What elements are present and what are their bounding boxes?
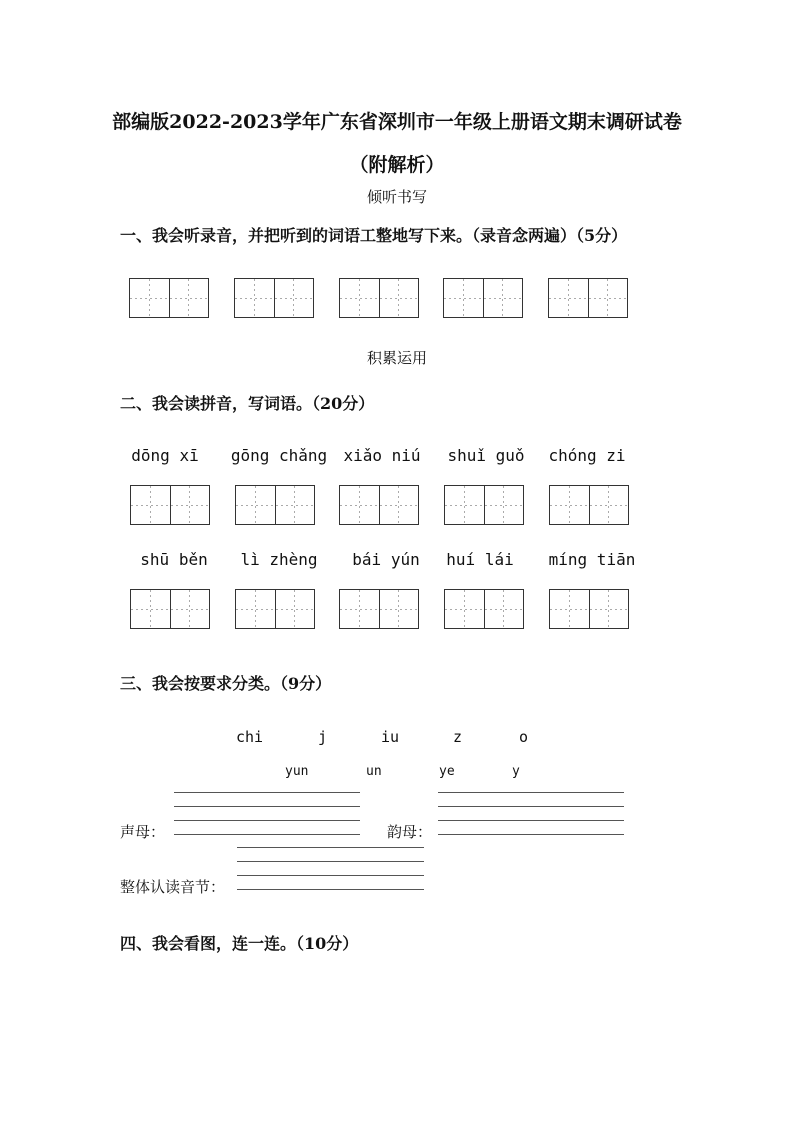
pinyin-word: lì zhèng [240, 550, 318, 569]
pinyin-word: shuǐ guǒ [447, 446, 525, 465]
writing-grid[interactable] [548, 278, 628, 318]
pinyin-word: dōng xī [131, 446, 199, 465]
writing-grid[interactable] [549, 589, 629, 629]
writing-grid[interactable] [235, 485, 315, 525]
pinyin-letter: yun [285, 764, 309, 779]
page-title: 部编版2022-2023学年广东省深圳市一年级上册语文期末调研试卷 [112, 111, 682, 133]
pinyin-word: gōng chǎng [230, 446, 328, 465]
writing-grid[interactable] [130, 485, 210, 525]
answer-line[interactable] [174, 834, 360, 835]
writing-grid[interactable] [443, 278, 523, 318]
label-zhengti: 整体认读音节： [120, 878, 226, 896]
pinyin-letter: un [366, 764, 382, 779]
writing-grid[interactable] [549, 485, 629, 525]
label-yunmu: 韵母： [387, 823, 433, 841]
question-2: 二、我会读拼音，写词语。（20分） [120, 394, 375, 413]
question-1: 一、我会听录音，并把听到的词语工整地写下来。（录音念两遍）（5分） [120, 226, 628, 245]
writing-grid[interactable] [235, 589, 315, 629]
section-listening-writing: 倾听书写 [366, 188, 427, 206]
pinyin-letter: iu [381, 728, 400, 746]
label-shengmu: 声母： [120, 823, 166, 841]
writing-grid[interactable] [444, 589, 524, 629]
pinyin-word: huí lái [446, 550, 514, 569]
answer-line[interactable] [174, 820, 360, 821]
answer-line[interactable] [237, 889, 424, 890]
writing-grid[interactable] [234, 278, 314, 318]
writing-grid[interactable] [129, 278, 209, 318]
writing-grid[interactable] [339, 589, 419, 629]
answer-line[interactable] [438, 834, 624, 835]
pinyin-word: shū běn [140, 550, 208, 569]
pinyin-letter: o [519, 728, 529, 746]
answer-line[interactable] [438, 806, 624, 807]
pinyin-word: bái yún [352, 550, 420, 569]
question-4: 四、我会看图，连一连。（10分） [120, 934, 359, 953]
pinyin-letter: ye [439, 764, 455, 779]
pinyin-letter: j [318, 728, 328, 746]
answer-line[interactable] [237, 847, 424, 848]
writing-grid[interactable] [130, 589, 210, 629]
pinyin-word: xiǎo niú [343, 446, 421, 465]
answer-line[interactable] [237, 875, 424, 876]
writing-grid[interactable] [339, 278, 419, 318]
pinyin-letter: z [453, 728, 463, 746]
answer-line[interactable] [438, 820, 624, 821]
writing-grid[interactable] [444, 485, 524, 525]
page-subtitle: （附解析） [349, 154, 445, 176]
answer-line[interactable] [174, 792, 360, 793]
answer-line[interactable] [174, 806, 360, 807]
pinyin-word: míng tiān [548, 550, 636, 569]
question-3: 三、我会按要求分类。（9分） [120, 674, 332, 693]
pinyin-letter: y [512, 764, 520, 779]
pinyin-word: chóng zi [548, 446, 626, 465]
answer-line[interactable] [438, 792, 624, 793]
section-accumulation: 积累运用 [366, 349, 427, 367]
answer-line[interactable] [237, 861, 424, 862]
pinyin-letter: chi [236, 728, 264, 746]
writing-grid[interactable] [339, 485, 419, 525]
